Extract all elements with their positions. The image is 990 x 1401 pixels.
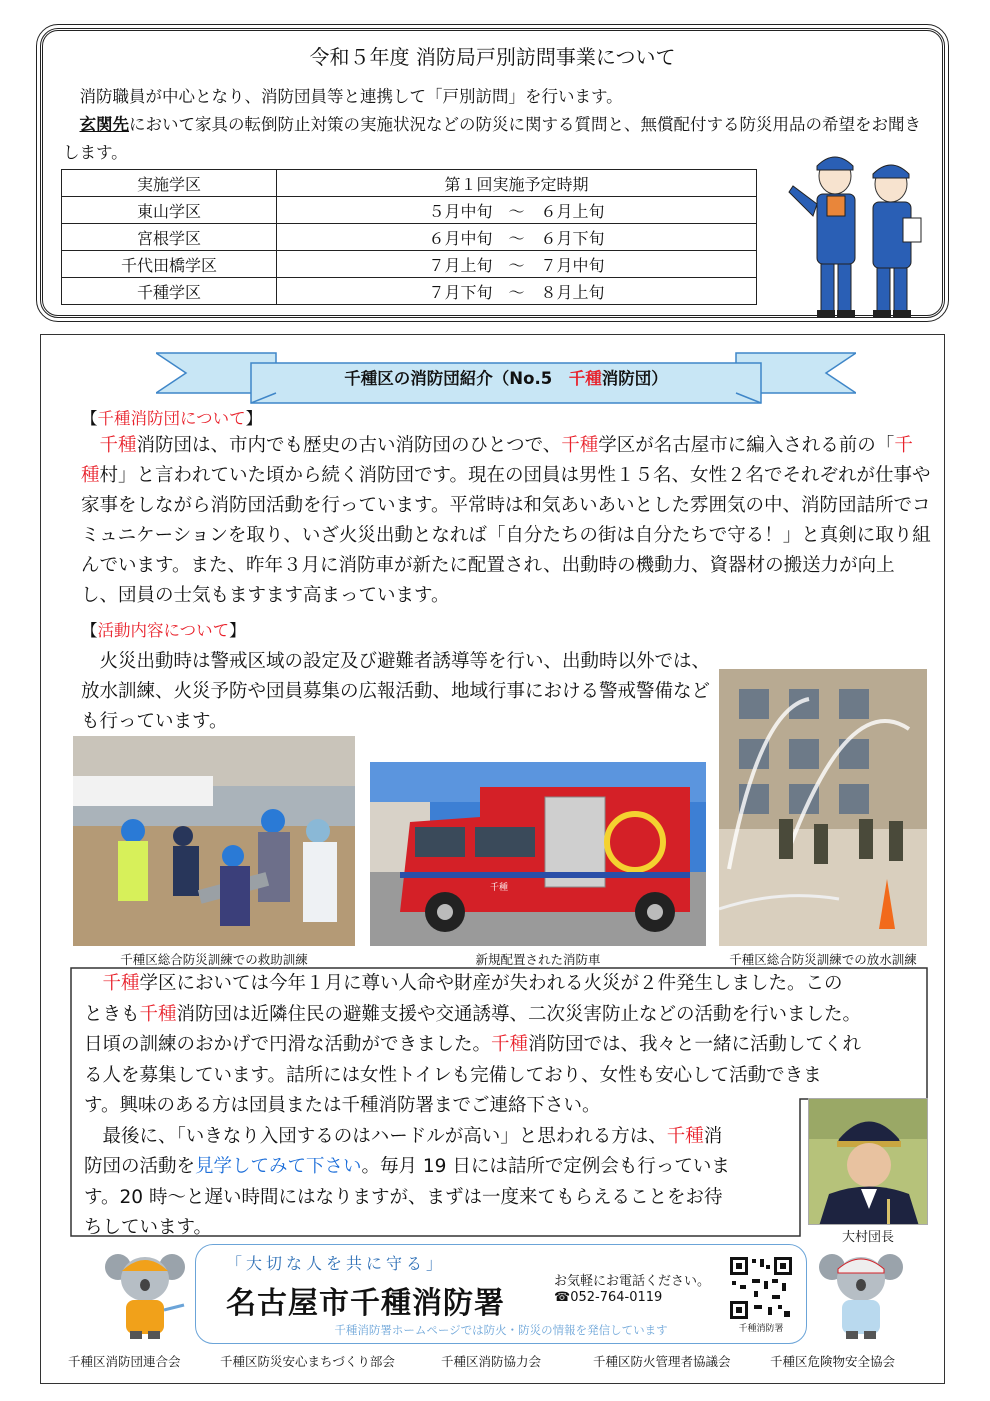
recruitment-message-box (70, 967, 928, 1237)
koala-mascot-left (104, 1245, 186, 1341)
table-header-row (62, 170, 757, 197)
ribbon-title-suffix: 消防団） (601, 369, 668, 388)
fire-officers-illustration (783, 146, 933, 321)
table-row (62, 278, 757, 305)
table-row (62, 224, 757, 251)
recruitment-message-text (84, 969, 861, 1244)
story-line (84, 1152, 861, 1183)
home-visit-notice-box (40, 28, 945, 318)
slogan: 「大切な人を共に守る」 (226, 1254, 447, 1273)
truck-name-label: 千種 (490, 883, 509, 893)
story-line (84, 969, 861, 1000)
activities-paragraph: 火災出動時は警戒区域の設定及び避難者誘導等を行い、出動時以外では、放水訓練、火災予防や団員募集の広報活動、地域行事における警戒警備なども行っています。 (81, 651, 711, 732)
bracket-close: 】 (245, 409, 263, 428)
association-name: 千種区消防団連合会 (68, 1354, 181, 1369)
ribbon-title (156, 365, 856, 389)
fire-truck-photo (370, 762, 706, 946)
story-text: 最後に、「いきなり入団するのはハードルが高い」と思われる方は、 (102, 1125, 667, 1147)
story-text: 消防団では、我々と一緒に活動してくれ (528, 1034, 862, 1055)
water-discharge-caption: 千種区総合防災訓練での放水訓練 (729, 952, 917, 967)
chief-caption: 大村団長 (841, 1230, 894, 1245)
table-row (62, 197, 757, 224)
call-invitation: お気軽にお電話ください。 (554, 1274, 711, 1289)
story-text: 消 (703, 1125, 723, 1147)
chief-portrait (808, 1098, 928, 1225)
table-cell: ７月上旬 ～ ７月中旬 (277, 251, 757, 278)
table-cell: ５月中旬 ～ ６月上旬 (277, 197, 757, 224)
table-cell: 宮根学区 (62, 224, 277, 251)
highlight-chikusa: 千種 (491, 1034, 529, 1055)
section-heading-label: 千種消防団について (97, 409, 246, 428)
table-header: 第１回実施予定時期 (277, 170, 757, 197)
story-line (84, 1000, 861, 1031)
table-cell: ６月中旬 ～ ６月下旬 (277, 224, 757, 251)
visit-invitation-highlight: 見学してみて下さい (195, 1156, 362, 1177)
highlight-chikusa: 千種 (102, 973, 140, 994)
table-row (62, 251, 757, 278)
koala-mascot-right (818, 1245, 904, 1341)
paragraph-text: 消防団は、市内でも歴史の古い消防団のひとつで、 (136, 435, 562, 456)
entrance-emphasis: 玄関先 (79, 115, 129, 134)
about-paragraph (81, 431, 931, 611)
rescue-training-caption: 千種区総合防災訓練での救助訓練 (120, 952, 308, 967)
section-heading-label: 活動内容について (97, 621, 230, 640)
paragraph-text: 学区が名古屋市に編入される前の「 (598, 435, 895, 456)
bracket-close: 】 (229, 621, 246, 640)
association-name: 千種区防災安心まちづくり部会 (220, 1354, 395, 1369)
ribbon-title-text: 千種区の消防団紹介（No.5 (344, 369, 569, 388)
schedule-table (61, 169, 757, 305)
story-line (84, 1122, 861, 1153)
highlight-chikusa: 千種 (561, 435, 599, 456)
table-cell: 東山学区 (62, 197, 277, 224)
section-heading-about (81, 405, 262, 429)
table-header: 実施学区 (62, 170, 277, 197)
qr-label: 千種消防署 (738, 1324, 784, 1334)
table-cell: 千代田橋学区 (62, 251, 277, 278)
story-line (84, 1030, 861, 1061)
story-text: 日頃の訓練のおかげで円滑な活動ができました。 (84, 1034, 492, 1055)
story-line: す。20 時～と遅い時間にはなりますが、まずは一度来てもらえることをお待 (84, 1186, 723, 1208)
qr-code[interactable] (728, 1255, 794, 1321)
bracket-open: 【 (81, 409, 98, 428)
fire-station-contact-box (195, 1244, 807, 1344)
notice-paragraph-2-text: において家具の転倒防止対策の実施状況などの防災に関する質問と、無償配付する防災用品の希望をお聞きします。 (63, 115, 921, 162)
rescue-training-photo (73, 736, 355, 946)
highlight-chikusa: 千種 (99, 435, 137, 456)
ribbon-title-highlight: 千種 (568, 369, 602, 388)
highlight-chikusa: 千種 (81, 435, 913, 486)
association-name: 千種区防火管理者協議会 (593, 1354, 731, 1369)
story-text: ときも (84, 1003, 140, 1025)
phone-number[interactable]: ☎052-764-0119 (554, 1290, 663, 1305)
story-text: 防団の活動を (84, 1156, 196, 1177)
paragraph-text: 村」と言われていた頃から続く消防団です。現在の団員は男性１５名、女性２名でそれぞれが仕事や家事をしながら消防団活動を行っています。平常時は和気あいあいとした雰囲気の中、消防団詰所でコミュニケーションを取り、いざ火災出動となれば「自分たちの街は自分たちで守る！」と真剣に取り組んでいます。また、昨年３月に消防車が新たに配置され、出動時の機動力、資器材の搬送力が向上し、団員の士気もますます高まっています。 (81, 465, 931, 606)
story-line: す。興味のある方は団員または千種消防署までご連絡下さい。 (84, 1095, 601, 1116)
story-line: る人を募集しています。詰所には女性トイレも完備しており、女性も安心して活動できま (84, 1064, 822, 1086)
fire-truck-caption: 新規配置された消防車 (475, 952, 601, 967)
highlight-chikusa: 千種 (139, 1003, 177, 1025)
highlight-chikusa: 千種 (666, 1125, 704, 1147)
notice-paragraph-1: 消防職員が中心となり、消防団員等と連携して「戸別訪問」を行います。 (79, 87, 623, 106)
association-name: 千種区消防協力会 (441, 1354, 542, 1369)
story-text: 学区においては今年１月に尊い人命や財産が失われる火災が２件発生しました。この (139, 973, 843, 994)
section-heading-activities (81, 617, 246, 641)
homepage-note: 千種消防署ホームページでは防火・防災の情報を発信しています (334, 1323, 668, 1337)
notice-title: 令和５年度 消防局戸別訪問事業について (309, 45, 676, 69)
table-cell: ７月下旬 ～ ８月上旬 (277, 278, 757, 305)
table-cell: 千種学区 (62, 278, 277, 305)
story-text: 。毎月 19 日には詰所で定例会も行っていま (361, 1156, 730, 1177)
station-name: 名古屋市千種消防署 (226, 1286, 505, 1321)
association-name: 千種区危険物安全協会 (770, 1354, 896, 1369)
story-line: ちしています。 (84, 1217, 213, 1238)
water-discharge-training-photo (719, 669, 927, 946)
bracket-open: 【 (81, 621, 98, 640)
story-text: 消防団は近隣住民の避難支援や交通誘導、二次災害防止などの活動を行いました。 (176, 1003, 862, 1025)
section-ribbon (156, 341, 856, 411)
